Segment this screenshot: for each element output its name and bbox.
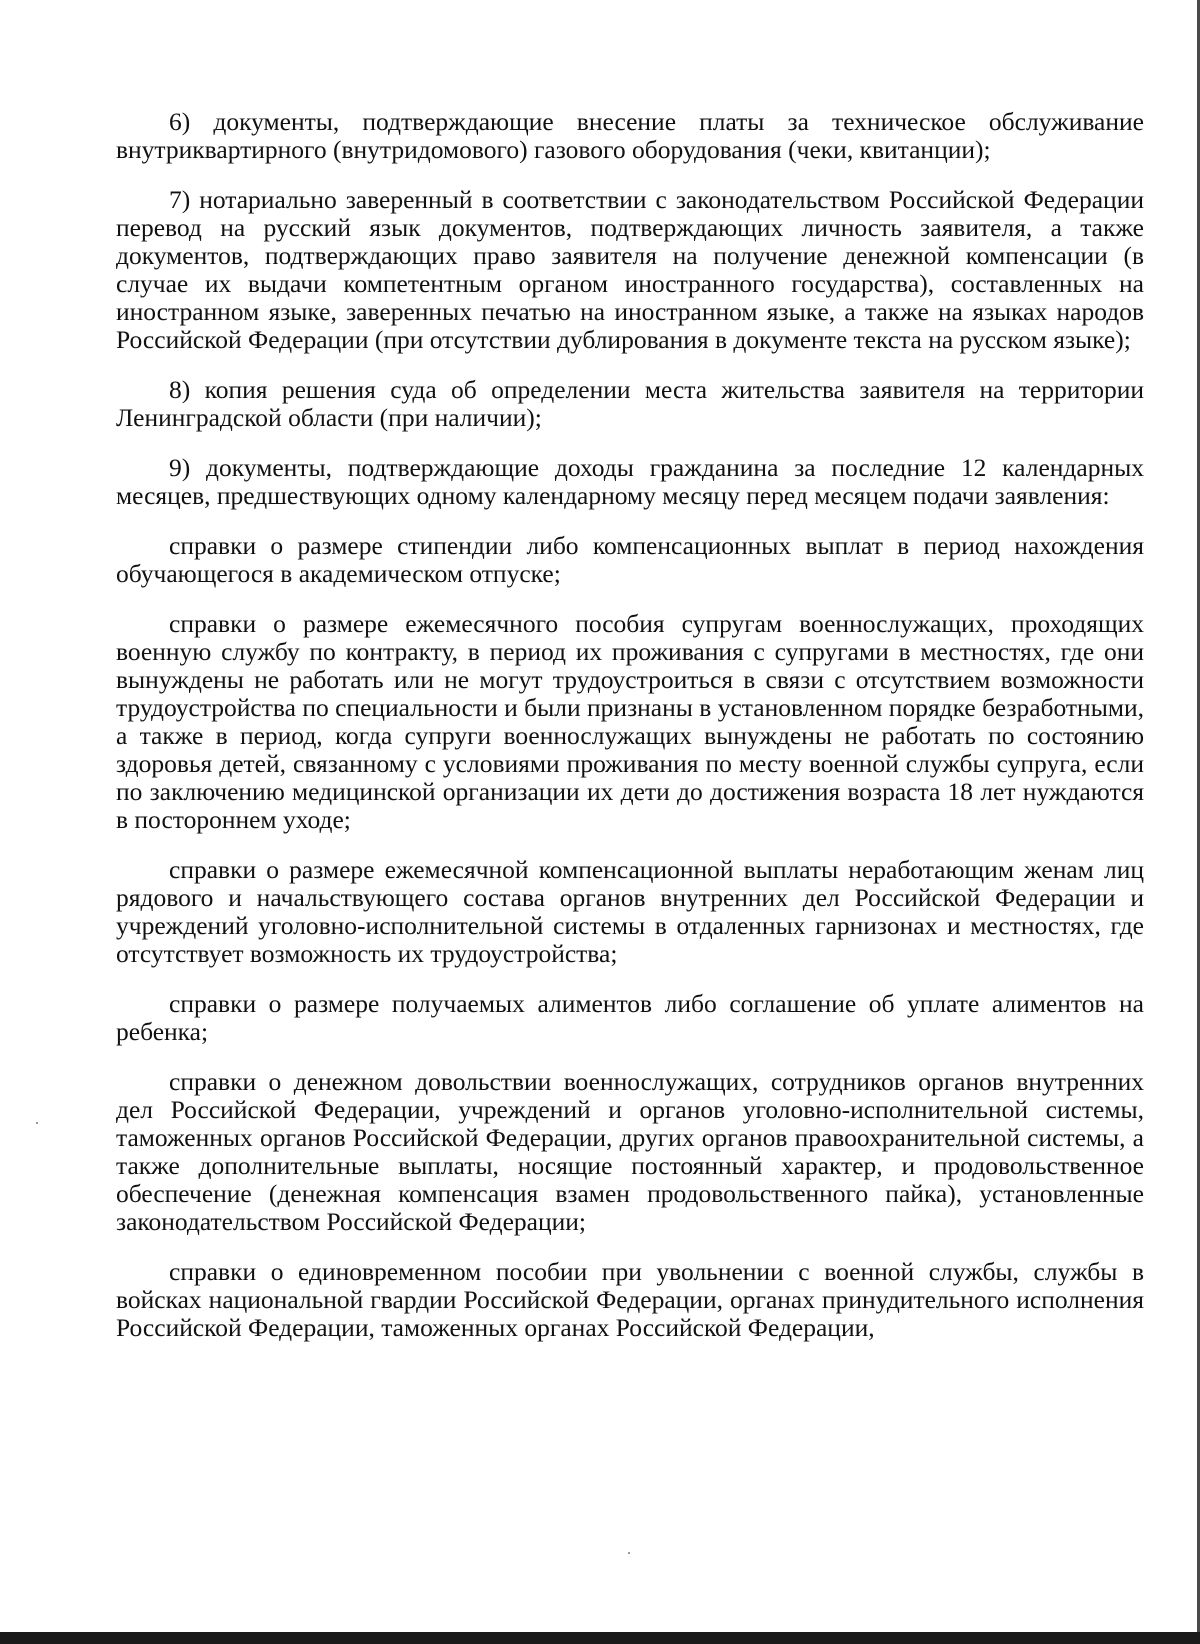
sub-item-monetary-allowance: справки о денежном довольствии военнослужащих, сотрудников органов внутренних дел Российской Федерации, учреждений и органов уголовно-исполнительной системы, таможенных органов Российской Федерации, других органов правоохранительной системы, а также дополнительные выплаты, носящие постоянный характер, и продовольственное обеспечение (денежная компенсация взамен продовольственного пайка), установленные законодательством Российской Федерации;: [116, 1067, 1144, 1236]
sub-item-alimony: справки о размере получаемых алиментов либо соглашение об уплате алиментов на ребенка;: [116, 989, 1144, 1046]
item-7-paragraph: 7) нотариально заверенный в соответствии с законодательством Российской Федерации перевод на русский язык документов, подтверждающих личность заявителя, а также документов, подтверждающих право заявителя на получение денежной компенсации (в случае их выдачи компетентным органом иностранного государства), составленных на иностранном языке, заверенных печатью на иностранном языке, а также на языках народов Российской Федерации (при отсутствии дублирования в документе текста на русском языке);: [116, 185, 1144, 354]
scan-speck: [628, 1552, 630, 1554]
scan-bottom-border: [0, 1632, 1200, 1644]
sub-item-stipend: справки о размере стипендии либо компенсационных выплат в период нахождения обучающегося в академическом отпуске;: [116, 531, 1144, 588]
scan-speck: [36, 1122, 38, 1124]
item-9-paragraph: 9) документы, подтверждающие доходы гражданина за последние 12 календарных месяцев, предшествующих одному календарному месяцу перед месяцем подачи заявления:: [116, 453, 1144, 510]
document-body: [116, 108, 1144, 1364]
sub-item-spouse-allowance: справки о размере ежемесячного пособия супругам военнослужащих, проходящих военную службу по контракту, в период их проживания с супругами в местностях, где они вынуждены не работать или не могут трудоустроиться в связи с отсутствием возможности трудоустройства по специальности и были признаны в установленном порядке безработными, а также в период, когда супруги военнослужащих вынуждены не работать по состоянию здоровья детей, связанному с условиями проживания по месту военной службы супруга, если по заключению медицинской организации их дети до достижения возраста 18 лет нуждаются в постороннем уходе;: [116, 609, 1144, 834]
sub-item-lump-sum-benefit: справки о единовременном пособии при увольнении с военной службы, службы в войсках национальной гвардии Российской Федерации, органах принудительного исполнения Российской Федерации, таможенных органах Российской Федерации,: [116, 1257, 1144, 1342]
item-6-paragraph: 6) документы, подтверждающие внесение платы за техническое обслуживание внутриквартирного (внутридомового) газового оборудования (чеки, квитанции);: [116, 107, 1144, 164]
item-8-paragraph: 8) копия решения суда об определении места жительства заявителя на территории Ленинградской области (при наличии);: [116, 375, 1144, 432]
sub-item-wives-compensation: справки о размере ежемесячной компенсационной выплаты неработающим женам лиц рядового и начальствующего состава органов внутренних дел Российской Федерации и учреждений уголовно-исполнительной системы в отдаленных гарнизонах и местностях, где отсутствует возможность их трудоустройства;: [116, 855, 1144, 968]
